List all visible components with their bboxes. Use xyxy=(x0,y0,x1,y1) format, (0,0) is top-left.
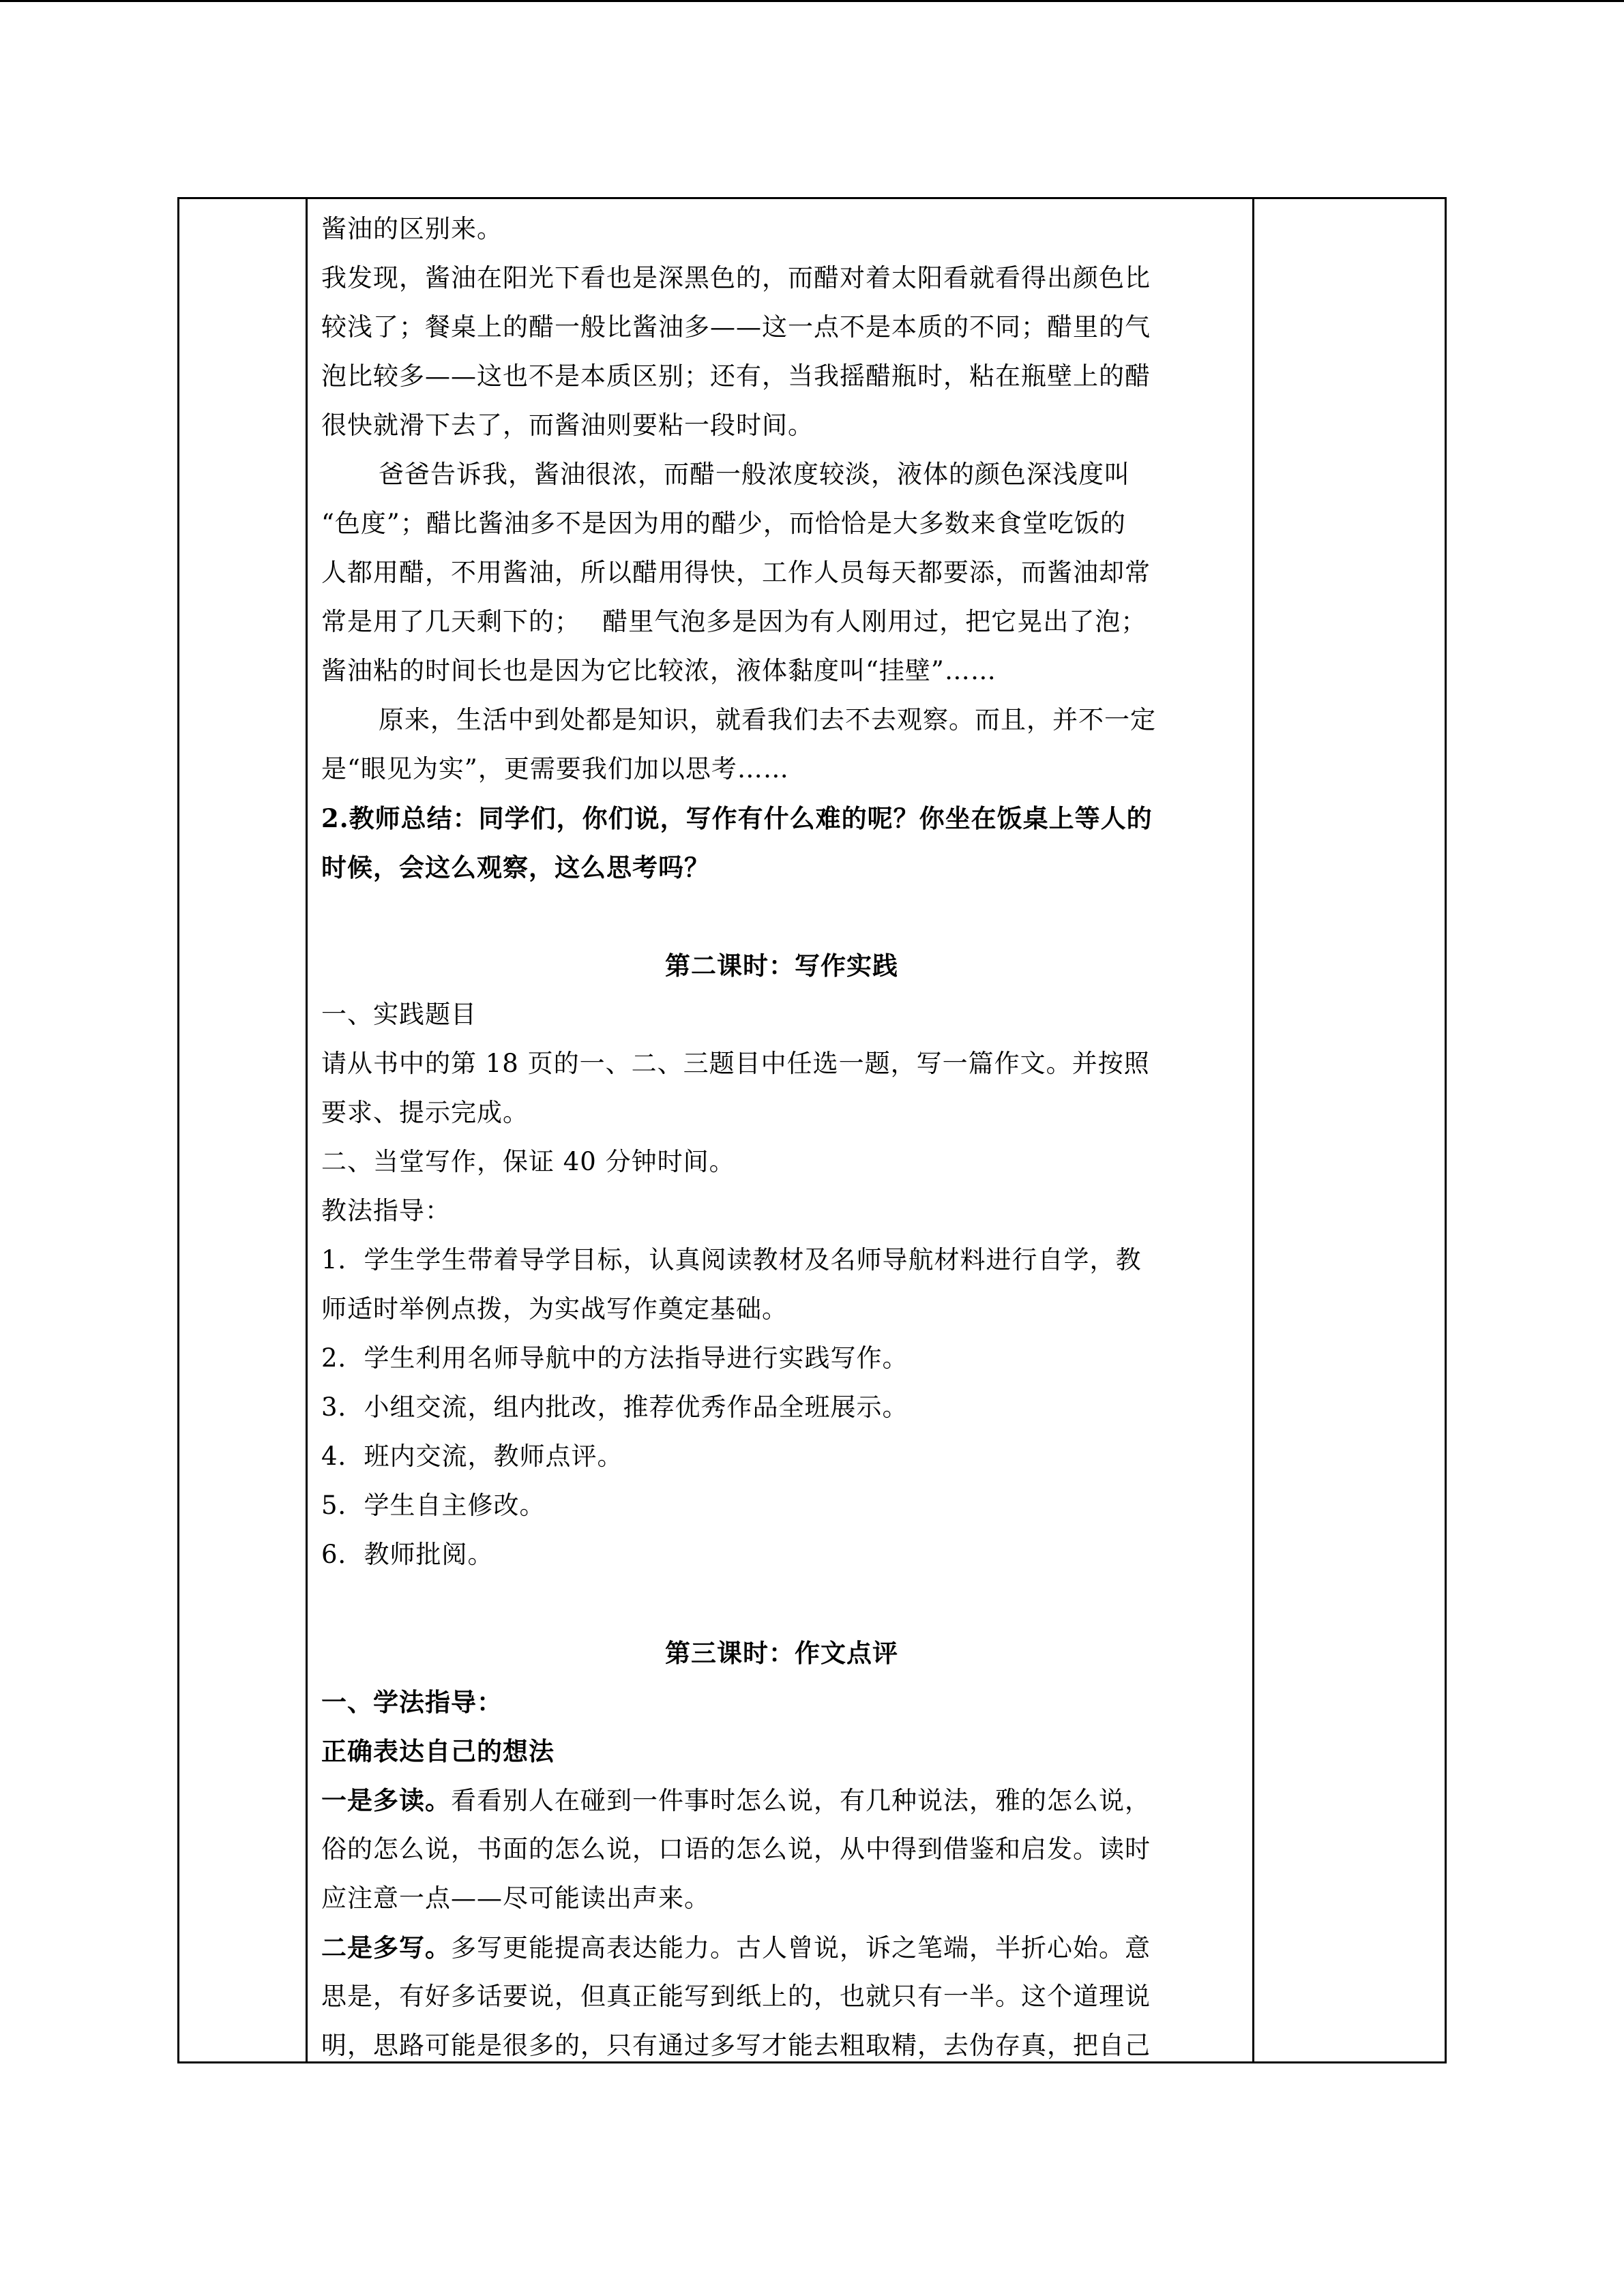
point-label: 二是多写。 xyxy=(321,1933,451,1963)
lesson-table xyxy=(177,197,1447,2063)
text-line: 酱油粘的时间长也是因为它比较浓，液体黏度叫“挂壁”…… xyxy=(321,656,996,685)
text-line: 原来，生活中到处都是知识，就看我们去不去观察。而且，并不一定 xyxy=(379,705,1156,734)
list-item: 6．教师批阅。 xyxy=(321,1540,494,1569)
list-item: 师适时举例点拨，为实战写作奠定基础。 xyxy=(321,1294,788,1324)
point-label: 一是多读。 xyxy=(321,1785,451,1815)
text-line: 一、实践题目 xyxy=(321,1000,477,1029)
text-line: 俗的怎么说，书面的怎么说，口语的怎么说，从中得到借鉴和启发。读时 xyxy=(321,1834,1151,1864)
point-text: 多写更能提高表达能力。古人曾说，诉之笔端，半折心始。意 xyxy=(451,1933,1151,1963)
list-item: 1．学生学生带着导学目标，认真阅读教材及名师导航材料进行自学，教 xyxy=(321,1245,1142,1274)
text-line: 常是用了几天剩下的； 醋里气泡多是因为有人刚用过，把它晃出了泡； xyxy=(321,607,1147,636)
text-line: 教法指导： xyxy=(321,1196,451,1225)
list-item: 4．班内交流，教师点评。 xyxy=(321,1442,623,1471)
column-divider-left xyxy=(306,199,308,2061)
teacher-summary: 2.教师总结：同学们，你们说，写作有什么难的呢？你坐在饭桌上等人的 xyxy=(321,803,1153,833)
text-line: 请从书中的第 18 页的一、二、三题目中任选一题，写一篇作文。并按照 xyxy=(321,1049,1150,1078)
teacher-summary: 时候，会这么观察，这么思考吗？ xyxy=(321,852,710,882)
text-line: 很快就滑下去了，而酱油则要粘一段时间。 xyxy=(321,411,814,440)
text-line: 要求、提示完成。 xyxy=(321,1098,529,1127)
spacer xyxy=(321,1579,1242,1628)
top-rule xyxy=(0,0,1624,2)
section-heading-lesson-2: 第二课时：写作实践 xyxy=(665,951,898,981)
text-line: 是“眼见为实”，更需要我们加以思考…… xyxy=(321,754,789,784)
text-line: “色度”；醋比酱油多不是因为用的醋少，而恰恰是大多数来食堂吃饭的 xyxy=(321,509,1126,538)
text-line: 较浅了；餐桌上的醋一般比酱油多——这一点不是本质的不同；醋里的气 xyxy=(321,312,1151,342)
list-item: 2．学生利用名师导航中的方法指导进行实践写作。 xyxy=(321,1343,909,1373)
text-line xyxy=(321,1776,1242,1825)
spacer xyxy=(321,892,1242,941)
text-line xyxy=(321,1923,1242,1972)
section-heading-lesson-3: 第三课时：作文点评 xyxy=(665,1638,898,1668)
text-line: 二、当堂写作，保证 40 分钟时间。 xyxy=(321,1147,735,1176)
text-line: 我发现，酱油在阳光下看也是深黑色的，而醋对着太阳看就看得出颜色比 xyxy=(321,263,1151,293)
text-line: 爸爸告诉我，酱油很浓，而醋一般浓度较淡，液体的颜色深浅度叫 xyxy=(379,460,1130,489)
point-text: 看看别人在碰到一件事时怎么说，有几种说法，雅的怎么说， xyxy=(451,1786,1151,1815)
lesson-content xyxy=(321,205,1242,2070)
column-divider-right xyxy=(1252,199,1254,2061)
text-line: 明，思路可能是很多的，只有通过多写才能去粗取精，去伪存真，把自己 xyxy=(321,2031,1151,2060)
subheading: 正确表达自己的想法 xyxy=(321,1736,555,1766)
subheading: 一、学法指导： xyxy=(321,1687,503,1717)
text-line: 应注意一点——尽可能读出声来。 xyxy=(321,1883,710,1913)
list-item: 5．学生自主修改。 xyxy=(321,1491,546,1520)
text-line: 思是，有好多话要说，但真正能写到纸上的，也就只有一半。这个道理说 xyxy=(321,1982,1151,2011)
list-item: 3．小组交流，组内批改，推荐优秀作品全班展示。 xyxy=(321,1392,909,1422)
text-line: 人都用醋，不用酱油，所以醋用得快，工作人员每天都要添，而酱油却常 xyxy=(321,558,1151,587)
text-line: 泡比较多——这也不是本质区别；还有，当我摇醋瓶时，粘在瓶壁上的醋 xyxy=(321,361,1151,391)
text-line: 酱油的区别来。 xyxy=(321,214,503,243)
